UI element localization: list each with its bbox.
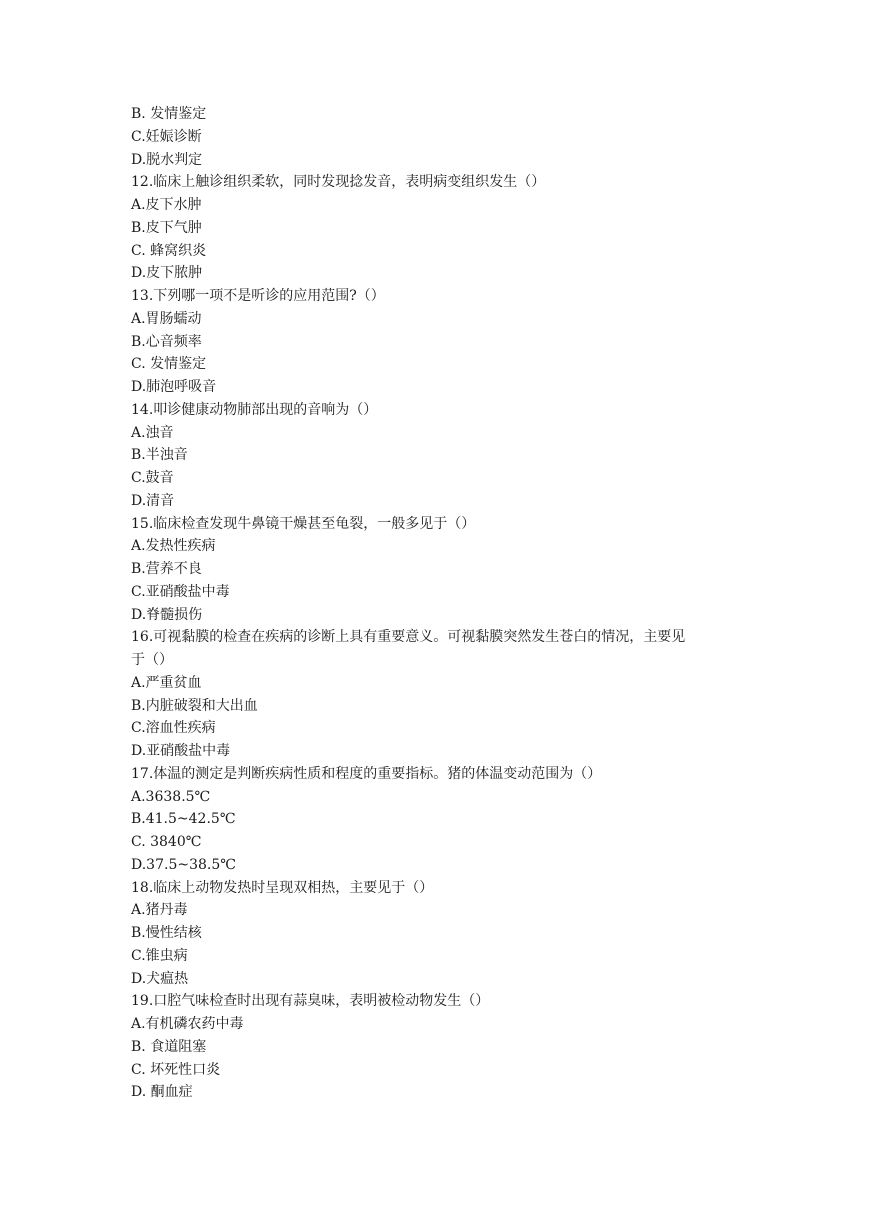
option-line: D.37.5~38.5℃ xyxy=(131,856,236,873)
question-15: 15.临床检查发现牛鼻镜干燥甚至龟裂，一般多见于（） xyxy=(131,515,476,532)
document-page xyxy=(131,103,751,1104)
option-line: D.肺泡呼吸音 xyxy=(131,379,217,395)
option-line: D.脊髓损伤 xyxy=(131,606,203,623)
question-18: 18.临床上动物发热时呈现双相热，主要见于（） xyxy=(131,879,434,896)
option-line: C.妊娠诊断 xyxy=(131,128,202,145)
option-line: A.皮下水肿 xyxy=(131,197,202,213)
option-line: D.亚硝酸盐中毒 xyxy=(131,743,231,759)
question-19: 19.口腔气味检查时出现有蒜臭味，表明被检动物发生（） xyxy=(131,993,490,1010)
option-line: C.溶血性疾病 xyxy=(131,720,216,737)
option-line: A.有机磷农药中毒 xyxy=(131,1016,244,1032)
option-line: D. 酮血症 xyxy=(131,1084,193,1101)
option-line: D.皮下脓肿 xyxy=(131,265,203,282)
option-line: B.心音频率 xyxy=(131,333,202,350)
option-line: B. 食道阻塞 xyxy=(131,1038,207,1055)
option-line: C. 坏死性口炎 xyxy=(131,1061,221,1078)
question-17: 17.体温的测定是判断疾病性质和程度的重要指标。猪的体温变动范围为（） xyxy=(131,765,602,782)
option-line: A.猪丹毒 xyxy=(131,902,188,919)
question-16-continued: 于（） xyxy=(131,652,173,668)
option-line: B.慢性结核 xyxy=(131,925,202,941)
option-line: D.清音 xyxy=(131,492,175,509)
option-line: D.脱水判定 xyxy=(131,151,203,168)
option-line: D.犬瘟热 xyxy=(131,970,189,987)
option-line: A.3638.5℃ xyxy=(131,788,211,805)
option-line: B.半浊音 xyxy=(131,447,188,464)
option-line: A.发热性疾病 xyxy=(131,538,216,555)
option-line: B.皮下气肿 xyxy=(131,219,202,236)
option-line: B.营养不良 xyxy=(131,561,202,577)
option-line: C.锥虫病 xyxy=(131,947,188,964)
question-14: 14.叩诊健康动物肺部出现的音响为（） xyxy=(131,401,378,418)
option-line: A.胃肠蠕动 xyxy=(131,310,202,327)
option-line: C. 3840℃ xyxy=(131,834,202,850)
question-16: 16.可视黏膜的检查在疾病的诊断上具有重要意义。可视黏膜突然发生苍白的情况，主要见 xyxy=(131,629,686,646)
option-line: C. 发情鉴定 xyxy=(131,356,207,373)
option-line: C.鼓音 xyxy=(131,470,174,486)
question-12: 12.临床上触诊组织柔软，同时发现捻发音，表明病变组织发生（） xyxy=(131,174,546,191)
question-13: 13.下列哪一项不是听诊的应用范围?（） xyxy=(131,288,385,304)
option-line: A.严重贫血 xyxy=(131,674,202,691)
option-line: B.41.5~42.5℃ xyxy=(131,811,236,828)
option-line: B.内脏破裂和大出血 xyxy=(131,697,258,714)
option-line: A.浊音 xyxy=(131,424,174,441)
option-line: C.亚硝酸盐中毒 xyxy=(131,583,230,600)
option-line: B. 发情鉴定 xyxy=(131,106,207,122)
option-line: C. 蜂窝织炎 xyxy=(131,242,207,259)
